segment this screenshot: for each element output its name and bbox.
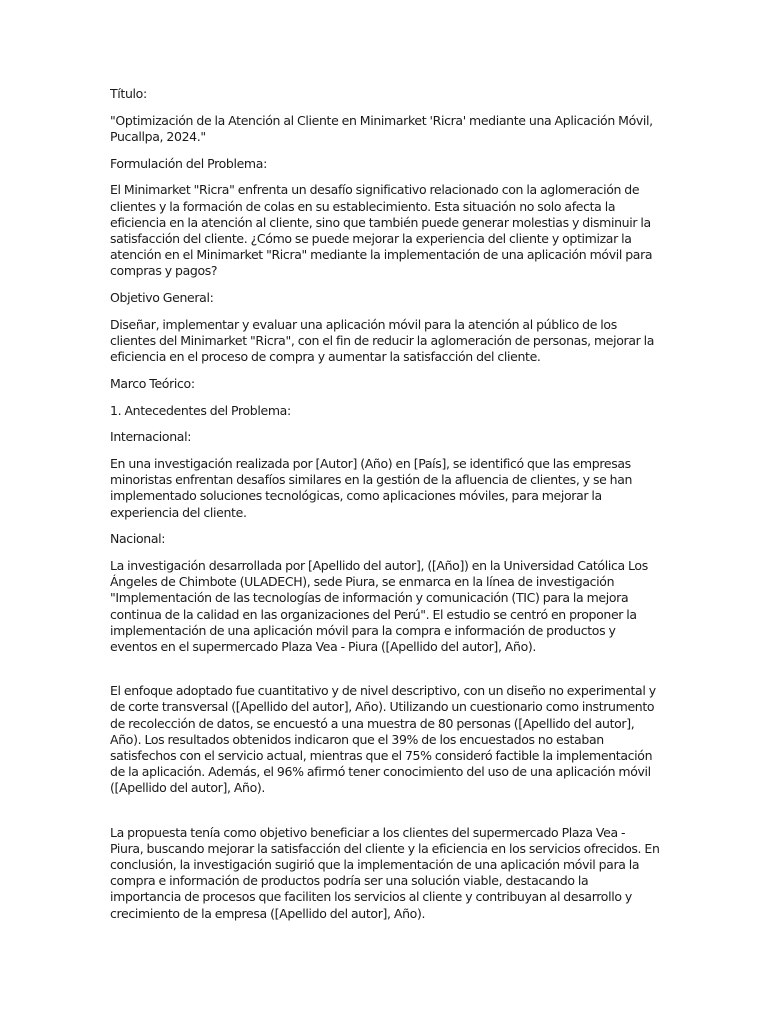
national-paragraph-2: El enfoque adoptado fue cuantitativo y de nivel descriptivo, con un diseño no experimental y de corte transversal ([Apellido del autor], Año). Utilizando un cuestionario como instrumento de recolección de datos, se encuestó a una muestra de 80 personas ([Apellido del autor], Año). Los resultados obtenidos indicaron que el 39% de los encuestados no estaban satisfechos con el servicio actual, mientras que el 75% consideró factible la implementación de la aplicación. Además, el 96% afirmó tener conocimiento del uso de una aplicación móvil ([Apellido del autor], Año). (110, 683, 656, 796)
problem-paragraph: El Minimarket "Ricra" enfrenta un desafío significativo relacionado con la aglomeración de clientes y la formación de colas en su establecimiento. Esta situación no solo afecta la eficiencia en la atención al cliente, sino que también puede generar molestias y disminuir la satisfacción del cliente. ¿Cómo se puede mejorar la experiencia del cliente y optimizar la atención en el Minimarket "Ricra" mediante la implementación de una aplicación móvil para compras y pagos? (110, 182, 653, 279)
national-paragraph-1: La investigación desarrollada por [Apellido del autor], ([Año]) en la Universidad Católica Los Ángeles de Chimbote (ULADECH), sede Piura, se enmarca en la línea de investigación "Implementación de las tecnologías de información y comunicación (TIC) para la mejora continua de la calidad en las organizaciones del Perú". El estudio se centró en proponer la implementación de una aplicación móvil para la compra e información de productos y eventos en el supermercado Plaza Vea - Piura ([Apellido del autor], Año). (110, 557, 648, 654)
national-paragraph-3: La propuesta tenía como objetivo beneficiar a los clientes del supermercado Plaza Vea - Piura, buscando mejorar la satisfacción del cliente y la eficiencia en los servicios ofrecidos. En conclusión, la investigación sugirió que la implementación de una aplicación móvil para la compra e información de productos podría ser una solución viable, destacando la importancia de procesos que faciliten los servicios al cliente y contribuyan al desarrollo y crecimiento de la empresa ([Apellido del autor], Año). (110, 824, 660, 921)
objective-heading: Objetivo General: (110, 290, 214, 306)
national-heading: Nacional: (110, 531, 166, 547)
background-heading: 1. Antecedentes del Problema: (110, 402, 291, 418)
title-text: "Optimización de la Atención al Cliente en Minimarket 'Ricra' mediante una Aplicación Móvil, Pucallpa, 2024." (110, 112, 653, 144)
framework-heading: Marco Teórico: (110, 375, 195, 391)
international-paragraph: En una investigación realizada por [Autor] (Año) en [País], se identificó que las empresas minoristas enfrentan desafíos similares en la gestión de la afluencia de clientes, y se han implementado soluciones tecnológicas, como aplicaciones móviles, para mejorar la experiencia del cliente. (110, 455, 633, 520)
objective-paragraph: Diseñar, implementar y evaluar una aplicación móvil para la atención al público de los clientes del Minimarket "Ricra", con el fin de reducir la aglomeración de personas, mejorar la eficiencia en el proceso de compra y aumentar la satisfacción del cliente. (110, 316, 655, 365)
problem-heading: Formulación del Problema: (110, 155, 267, 171)
document-body (110, 86, 660, 932)
international-heading: Internacional: (110, 429, 192, 445)
title-label: Título: (110, 86, 147, 101)
